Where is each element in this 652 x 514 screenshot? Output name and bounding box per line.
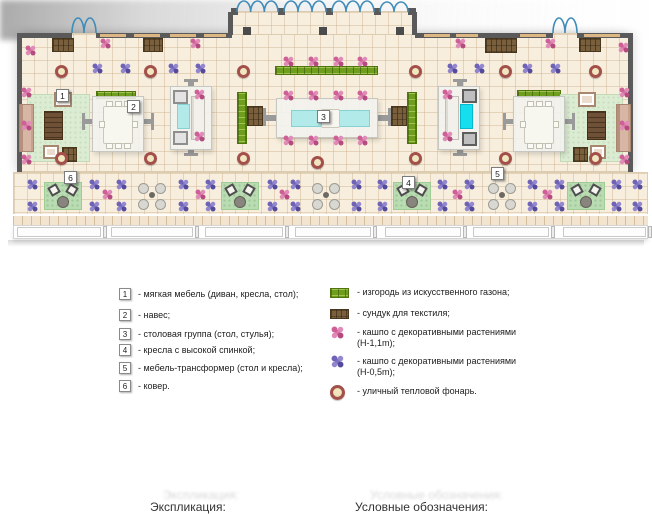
planter-purple-icon	[522, 63, 533, 74]
artificial-grass-hedge	[275, 66, 378, 75]
planter-purple-icon	[168, 63, 179, 74]
planter-purple-icon	[554, 179, 565, 190]
legend-item-label: - кресла с высокой спинкой;	[138, 345, 256, 355]
legend-item-label: - мягкая мебель (диван, кресла, стол);	[138, 289, 299, 299]
transformer-chair	[488, 199, 499, 210]
canopy-arm	[378, 115, 388, 121]
legend-item-label: - изгородь из искусственного газона;	[357, 287, 510, 297]
artificial-grass-hedge	[407, 92, 417, 144]
wall	[412, 12, 417, 35]
legend-number-box: 6	[119, 380, 131, 392]
textile-chest	[579, 38, 601, 52]
planter-purple-icon	[195, 63, 206, 74]
planter-pink-icon	[190, 38, 201, 49]
planter-purple-icon	[437, 201, 448, 212]
planter-purple-icon	[351, 179, 362, 190]
armchair	[462, 132, 477, 146]
window-segment	[424, 34, 450, 37]
wall	[228, 12, 233, 35]
dining-chair	[132, 121, 138, 128]
coffee-table	[44, 111, 63, 140]
planter-purple-icon	[527, 201, 538, 212]
dining-chair	[124, 143, 131, 149]
armchair	[173, 90, 188, 104]
planter-pink-icon	[308, 56, 319, 67]
textile-chest	[485, 38, 517, 53]
dining-chair	[545, 101, 552, 107]
window-segment	[584, 34, 620, 37]
round-table	[234, 196, 246, 208]
dining-chair	[545, 143, 552, 149]
planter-pink-icon	[618, 42, 629, 53]
dining-chair	[536, 143, 543, 149]
transformer-table	[323, 192, 329, 198]
dining-chair	[106, 143, 113, 149]
heat-lamp-icon	[55, 152, 68, 165]
planter-pink-icon	[194, 131, 205, 142]
planter-pink-icon	[21, 120, 32, 131]
railing-panel	[111, 227, 193, 237]
legend-item-label: - мебель-трансформер (стол и кресла);	[138, 363, 303, 373]
dining-chair	[106, 101, 113, 107]
transformer-table	[499, 192, 505, 198]
dining-chair	[527, 143, 534, 149]
legend-item-label: - кашпо с декоративными растениями	[357, 356, 517, 366]
planter-pink-icon	[333, 56, 344, 67]
legend-number-box: 3	[119, 328, 131, 340]
planter-purple-icon	[377, 201, 388, 212]
planter-pink-icon	[442, 89, 453, 100]
planter-purple-icon	[27, 179, 38, 190]
planter-pink-icon	[21, 154, 32, 165]
plan-marker-3: 3	[317, 110, 330, 123]
planter-purple-icon	[205, 201, 216, 212]
window-segment	[204, 34, 226, 37]
wall	[326, 8, 333, 15]
heat-lamp-icon	[409, 65, 422, 78]
planter-purple-icon	[351, 201, 362, 212]
planter-purple-icon	[550, 63, 561, 74]
legend-item-label: - столовая группа (стол, стулья);	[138, 329, 275, 339]
transformer-chair	[505, 183, 516, 194]
plan-marker-2: 2	[127, 100, 140, 113]
planter-purple-icon	[205, 179, 216, 190]
chest-icon	[330, 309, 349, 319]
planter-pink-icon	[195, 189, 206, 200]
railing-post	[285, 226, 289, 238]
heat-lamp-icon	[499, 152, 512, 165]
legend-number-box: 1	[119, 288, 131, 300]
column	[319, 27, 327, 35]
planter-purple-icon	[474, 63, 485, 74]
heat-lamp-icon	[311, 156, 324, 169]
planter-purple-icon	[611, 179, 622, 190]
window-segment	[100, 34, 126, 37]
planter-pink-icon	[283, 90, 294, 101]
heat-lamp-icon	[330, 385, 345, 400]
planter-pink-icon	[545, 38, 556, 49]
legend-item-label: (H-0,5m);	[357, 367, 395, 377]
dining-chair	[553, 121, 559, 128]
planter-pink-icon	[619, 87, 630, 98]
heat-lamp-icon	[55, 65, 68, 78]
dining-chair	[115, 143, 122, 149]
railing-post	[195, 226, 199, 238]
planter-purple-icon	[116, 201, 127, 212]
planter-pink-icon	[102, 189, 113, 200]
planter-purple-icon	[632, 179, 643, 190]
canopy-arm-cap	[572, 113, 575, 130]
planter-pink-icon	[619, 120, 630, 131]
artificial-grass-hedge	[237, 92, 247, 144]
wall	[408, 8, 416, 15]
column	[243, 27, 251, 35]
dining-chair	[527, 101, 534, 107]
planter-purple-icon	[267, 179, 278, 190]
textile-chest	[391, 106, 407, 126]
heat-lamp-icon	[237, 152, 250, 165]
legend-number-box: 4	[119, 344, 131, 356]
legend-number-box: 2	[119, 309, 131, 321]
table-top	[177, 104, 190, 129]
planter-purple-icon	[116, 179, 127, 190]
planter-pink-icon	[25, 45, 36, 56]
window-segment	[134, 34, 160, 37]
planter-pink-icon	[357, 90, 368, 101]
canopy-arm-cap	[453, 153, 467, 156]
planter-purple-icon	[290, 179, 301, 190]
planter-purple-icon	[447, 63, 458, 74]
textile-chest	[143, 38, 163, 52]
legend-right-title: Условные обозначения:	[355, 500, 488, 514]
legend-item-label: - кашпо с декоративными растениями	[357, 327, 517, 337]
dining-chair	[115, 101, 122, 107]
transformer-chair	[155, 199, 166, 210]
window-segment	[170, 34, 196, 37]
plan-marker-4: 4	[402, 176, 415, 189]
planter-pink-icon	[331, 326, 344, 339]
legend-item-label: (H-1,1m);	[357, 338, 395, 348]
heat-lamp-icon	[237, 65, 250, 78]
transformer-chair	[155, 183, 166, 194]
railing-panel	[295, 227, 371, 237]
planter-pink-icon	[442, 131, 453, 142]
planter-purple-icon	[437, 179, 448, 190]
armchair	[173, 131, 188, 145]
wall	[374, 8, 381, 15]
planter-purple-icon	[290, 201, 301, 212]
railing-panel	[563, 227, 646, 237]
planter-pink-icon	[455, 38, 466, 49]
textile-chest	[247, 106, 263, 126]
column	[396, 27, 404, 35]
armchair	[462, 89, 477, 103]
plan-marker-5: 5	[491, 167, 504, 180]
planter-purple-icon	[267, 201, 278, 212]
wall	[278, 8, 285, 15]
planter-purple-icon	[89, 179, 100, 190]
hedge-icon	[330, 288, 349, 298]
legend-left-title-ghost: Экспликация:	[163, 488, 239, 502]
legend-item-label: - ковер.	[138, 381, 170, 391]
canopy-arm-cap	[184, 153, 198, 156]
window-segment	[520, 34, 546, 37]
terrace-edge-strip	[13, 214, 648, 225]
canopy-arm	[564, 119, 572, 124]
wall	[231, 8, 238, 15]
transformer-chair	[488, 183, 499, 194]
planter-pink-icon	[194, 89, 205, 100]
legend-right-title-ghost: Условные обозначения:	[370, 488, 503, 502]
planter-pink-icon	[308, 90, 319, 101]
planter-purple-icon	[92, 63, 103, 74]
planter-purple-icon	[178, 201, 189, 212]
dining-table	[524, 106, 554, 144]
planter-pink-icon	[542, 189, 553, 200]
plan-drop-shadow	[8, 240, 644, 247]
transformer-chair	[312, 199, 323, 210]
heat-lamp-icon	[499, 65, 512, 78]
round-table	[406, 196, 418, 208]
planter-pink-icon	[308, 135, 319, 146]
transformer-chair	[312, 183, 323, 194]
heat-lamp-icon	[589, 65, 602, 78]
planter-purple-icon	[527, 179, 538, 190]
textile-chest	[573, 147, 588, 162]
railing-panel	[17, 227, 101, 237]
planter-purple-icon	[464, 179, 475, 190]
transformer-chair	[505, 199, 516, 210]
heat-lamp-icon	[589, 152, 602, 165]
planter-pink-icon	[357, 56, 368, 67]
plan-marker-1: 1	[56, 89, 69, 102]
legend-item-label: - сундук для текстиля;	[357, 308, 450, 318]
planter-purple-icon	[632, 201, 643, 212]
round-table	[57, 196, 69, 208]
floor-plan	[0, 0, 650, 248]
transformer-table	[149, 192, 155, 198]
railing-panel	[385, 227, 461, 237]
dining-chair	[99, 121, 105, 128]
table-top	[339, 110, 370, 127]
legend-item-label: - навес;	[138, 310, 171, 320]
textile-chest	[52, 38, 74, 52]
railing-post	[103, 226, 107, 238]
legend-section	[0, 248, 650, 514]
transformer-chair	[329, 183, 340, 194]
transformer-chair	[329, 199, 340, 210]
railing-panel	[205, 227, 283, 237]
planter-purple-icon	[377, 179, 388, 190]
planter-purple-icon	[464, 201, 475, 212]
round-table	[580, 196, 592, 208]
window-segment	[456, 34, 478, 37]
dining-chair	[536, 101, 543, 107]
railing-post	[463, 226, 467, 238]
planter-pink-icon	[21, 87, 32, 98]
armchair	[578, 92, 596, 107]
canopy-arm	[143, 119, 151, 124]
plan-marker-6: 6	[64, 171, 77, 184]
dining-chair	[520, 121, 526, 128]
planter-pink-icon	[333, 135, 344, 146]
planter-purple-icon	[178, 179, 189, 190]
planter-pink-icon	[619, 154, 630, 165]
legend-number-box: 5	[119, 362, 131, 374]
planter-pink-icon	[100, 38, 111, 49]
heat-lamp-icon	[144, 152, 157, 165]
planter-purple-icon	[554, 201, 565, 212]
planter-purple-icon	[89, 201, 100, 212]
legend-left-title: Экспликация:	[150, 500, 226, 514]
canopy-arm	[266, 115, 276, 121]
planter-pink-icon	[283, 56, 294, 67]
transformer-chair	[138, 183, 149, 194]
planter-pink-icon	[283, 135, 294, 146]
railing-post	[551, 226, 555, 238]
legend-item-label: - уличный тепловой фонарь.	[357, 386, 477, 396]
table-top	[460, 104, 473, 129]
transformer-chair	[138, 199, 149, 210]
heat-lamp-icon	[144, 65, 157, 78]
planter-pink-icon	[333, 90, 344, 101]
planter-purple-icon	[120, 63, 131, 74]
coffee-table	[587, 111, 606, 140]
planter-purple-icon	[331, 355, 344, 368]
railing-panel	[473, 227, 549, 237]
planter-purple-icon	[27, 201, 38, 212]
planter-pink-icon	[279, 189, 290, 200]
railing-post	[648, 226, 652, 238]
canopy-arm-cap	[151, 113, 154, 130]
railing-post	[373, 226, 377, 238]
planter-purple-icon	[611, 201, 622, 212]
terrace-railing	[13, 225, 648, 239]
heat-lamp-icon	[409, 152, 422, 165]
planter-pink-icon	[357, 135, 368, 146]
canopy-arm-cap	[388, 108, 391, 126]
planter-pink-icon	[452, 189, 463, 200]
